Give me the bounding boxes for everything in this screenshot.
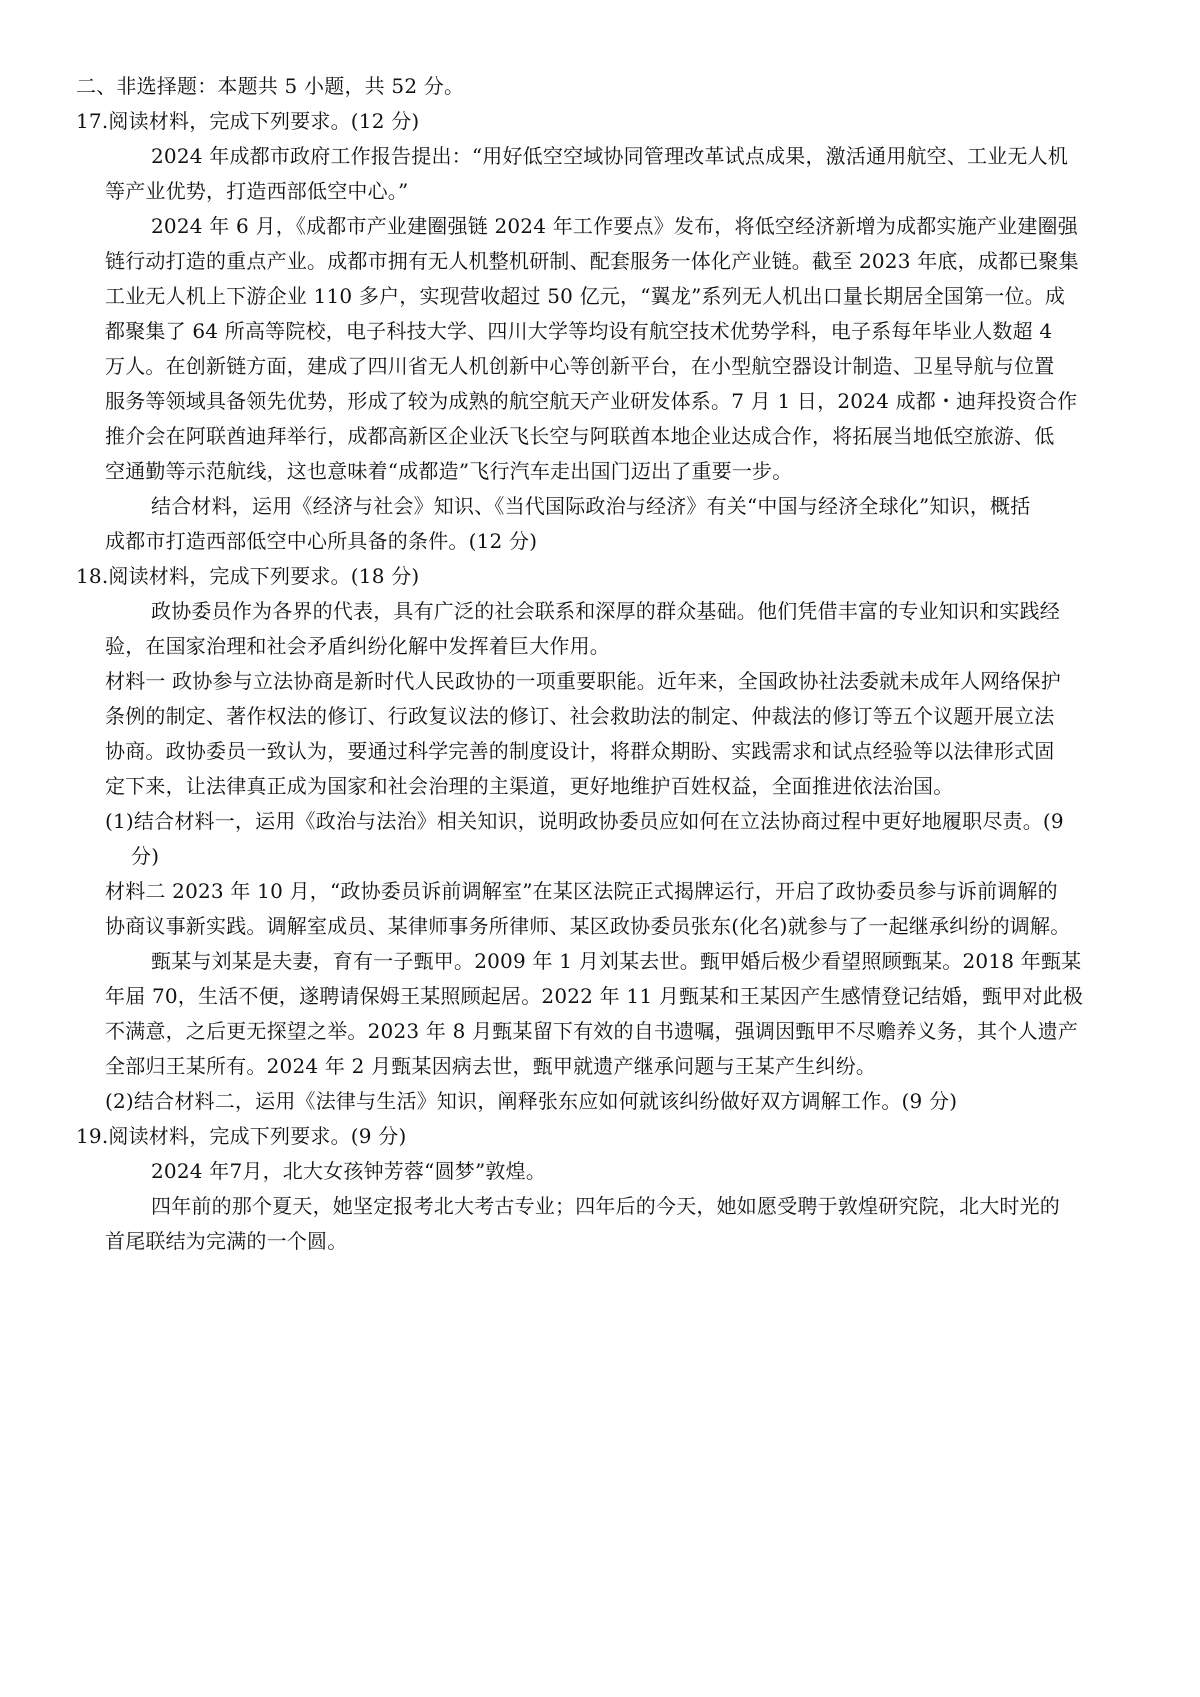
q18-case-line2: 年届 70，生活不便，遂聘请保姆王某照顾起居。2022 年 11 月甄某和王某因产生感情登记结婚，甄甲对此极 [105,984,1084,1008]
q18-case-line3: 不满意，之后更无探望之举。2023 年 8 月甄某留下有效的自书遗嘱，强调因甄甲不尽赡养义务，其个人遗产 [105,1019,1079,1043]
q18-material2-line1: 材料二 2023 年 10 月，“政协委员诉前调解室”在某区法院正式揭牌运行，开启了政协委员参与诉前调解的 [105,879,1058,903]
q17-para2-line4: 都聚集了 64 所高等院校，电子科技大学、四川大学等均设有航空技术优势学科，电子系每年毕业人数超 4 [105,319,1053,343]
q19-heading: 19.阅读材料，完成下列要求。(9 分) [76,1124,407,1148]
q18-sub1-line2: 分) [131,844,160,868]
q18-material1-line4: 定下来，让法律真正成为国家和社会治理的主渠道，更好地维护百姓权益，全面推进依法治国。 [105,774,954,798]
q17-task-line2: 成都市打造西部低空中心所具备的条件。(12 分) [105,529,538,553]
q18-heading: 18.阅读材料，完成下列要求。(18 分) [76,564,420,588]
q19-para1: 2024 年7月，北大女孩钟芳蓉“圆梦”敦煌。 [151,1159,547,1183]
q17-para1-line1: 2024 年成都市政府工作报告提出：“用好低空空域协同管理改革试点成果，激活通用航空、工业无人机 [151,144,1069,168]
q17-para1-line2: 等产业优势，打造西部低空中心。” [105,179,409,203]
q18-material1-line1: 材料一 政协参与立法协商是新时代人民政协的一项重要职能。近年来，全国政协社法委就未成年人网络保护 [105,669,1061,693]
q17-para2-line6: 服务等领域具备领先优势，形成了较为成熟的航空航天产业研发体系。7 月 1 日，2024 成都・迪拜投资合作 [105,389,1078,413]
section-header: 二、非选择题：本题共 5 小题，共 52 分。 [76,74,465,98]
q17-heading: 17.阅读材料，完成下列要求。(12 分) [76,109,420,133]
q18-intro-line1: 政协委员作为各界的代表，具有广泛的社会联系和深厚的群众基础。他们凭借丰富的专业知识和实践经 [151,599,1060,623]
q17-para2-line8: 空通勤等示范航线，这也意味着“成都造”飞行汽车走出国门迈出了重要一步。 [105,459,793,483]
q18-sub1-line1: (1)结合材料一，运用《政治与法治》相关知识，说明政协委员应如何在立法协商过程中更好地履职尽责。(9 [105,809,1064,833]
q19-para2-line2: 首尾联结为完满的一个圆。 [105,1229,348,1253]
q18-material1-line3: 协商。政协委员一致认为，要通过科学完善的制度设计，将群众期盼、实践需求和试点经验等以法律形式固 [105,739,1055,763]
q18-case-line4: 全部归王某所有。2024 年 2 月甄某因病去世，甄甲就遗产继承问题与王某产生纠纷。 [105,1054,877,1078]
q18-material2-line2: 协商议事新实践。调解室成员、某律师事务所律师、某区政协委员张东(化名)就参与了一起继承纠纷的调解。 [105,914,1071,938]
q17-para2-line2: 链行动打造的重点产业。成都市拥有无人机整机研制、配套服务一体化产业链。截至 2023 年底，成都已聚集 [105,249,1079,273]
q18-case-line1: 甄某与刘某是夫妻，育有一子甄甲。2009 年 1 月刘某去世。甄甲婚后极少看望照顾甄某。2018 年甄某 [151,949,1082,973]
q17-para2-line7: 推介会在阿联酋迪拜举行，成都高新区企业沃飞长空与阿联酋本地企业达成合作，将拓展当地低空旅游、低 [105,424,1055,448]
q17-para2-line1: 2024 年 6 月，《成都市产业建圈强链 2024 年工作要点》发布，将低空经济新增为成都实施产业建圈强 [151,214,1078,238]
q17-para2-line5: 万人。在创新链方面，建成了四川省无人机创新中心等创新平台，在小型航空器设计制造、卫星导航与位置 [105,354,1055,378]
q17-para2-line3: 工业无人机上下游企业 110 多户，实现营收超过 50 亿元，“翼龙”系列无人机出口量长期居全国第一位。成 [105,284,1066,308]
q18-material1-line2: 条例的制定、著作权法的修订、行政复议法的修订、社会救助法的制定、仲裁法的修订等五个议题开展立法 [105,704,1055,728]
q19-para2-line1: 四年前的那个夏天，她坚定报考北大考古专业；四年后的今天，她如愿受聘于敦煌研究院，北大时光的 [151,1194,1060,1218]
q18-intro-line2: 验，在国家治理和社会矛盾纠纷化解中发挥着巨大作用。 [105,634,610,658]
q17-task-line1: 结合材料，运用《经济与社会》知识、《当代国际政治与经济》有关“中国与经济全球化”知识，概括 [151,494,1031,518]
q18-sub2: (2)结合材料二，运用《法律与生活》知识，阐释张东应如何就该纠纷做好双方调解工作。(9 分) [105,1089,958,1113]
